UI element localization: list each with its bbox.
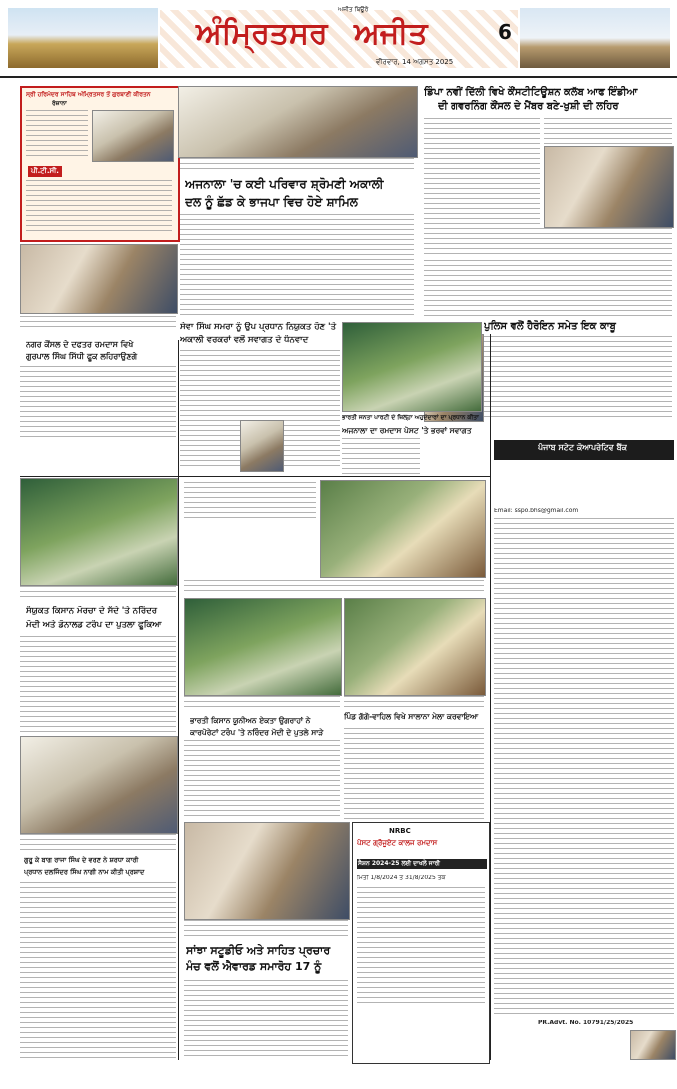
ekta-headline-1: ਭਾਰਤੀ ਕਿਸਾਨ ਯੂਨੀਅਨ ਏਕਤਾ ਉਗਰਾਹਾਂ ਨੇ [190, 716, 311, 725]
guru-photo [20, 736, 178, 834]
guru-caption [20, 834, 176, 850]
dilli-headline-1: ਡਿੰਪਾ ਨਵੀਂ ਦਿੱਲੀ ਵਿਖੇ ਕੌਂਸਟੀਟਿਊਸ਼ਨ ਕਲੱਬ ਆਫ ਇੰਡੀਆ [424, 87, 638, 98]
bhartiya-headline-2: ਅਜਨਾਲਾ ਦਾ ਰਮਦਾਸ ਪੋਸਟ 'ਤੇ ਭਰਵਾਂ ਸਵਾਗਤ [342, 426, 472, 435]
school-ad-sub: ਸੈਸ਼ਨ 2024-25 ਲਈ ਦਾਖਲੇ ਜਾਰੀ [357, 859, 487, 869]
masthead-logo-small: ਅਜੀਤ ਬਿਊਰੋ [338, 6, 369, 13]
temple-caption [20, 316, 176, 330]
masthead-right-photo [520, 8, 670, 68]
school-ad-dates: ਮਿਤੀ 1/8/2024 ਤੋਂ 31/8/2025 ਤੱਕ [357, 875, 446, 881]
punjab-bank-ad [494, 440, 674, 460]
police-body [484, 336, 672, 420]
school-ad-top: NRBC [389, 827, 411, 835]
temple-ad-body [26, 180, 172, 234]
nagar-headline-2: ਗੁਰਪਾਲ ਸਿੰਘ ਸਿੱਧੀ ਫੂਕ ਲਹਿਰਾਉਣਗੇ [26, 352, 138, 361]
bhartiya-headline-1: ਭਾਰਤੀ ਜਨਤਾ ਪਾਰਟੀ ਦੇ ਜ਼ਿਲ੍ਹਾ ਅਹੁਦੇਦਾਰਾਂ ਦਾ ਪ੍ਰਧਾਨ ਕੀਤਾ [342, 414, 479, 421]
nagar-headline-1: ਨਗਰ ਕੌਂਸਲ ਦੇ ਦਫਤਰ ਰਮਦਾਸ ਵਿਖੇ [26, 340, 134, 349]
masthead-logo-b: ਅਜੀਤ [354, 16, 428, 51]
guru-headline-2: ਪ੍ਰਧਾਨ ਦਲਜਿੰਦਰ ਸਿੰਘ ਨਾਗੀ ਨਾਮ ਕੀਤੀ ਪ੍ਰਸ਼ਾਦ [24, 868, 145, 876]
temple-ad-sub: ਰੋਜ਼ਾਨਾ [52, 100, 67, 107]
ekta-caption [184, 696, 340, 710]
temple-ad-photo [92, 110, 174, 162]
temple-ad-badge: ਪੀ.ਟੀ.ਸੀ. [28, 166, 62, 177]
police-headline: ਪੁਲਿਸ ਵਲੋਂ ਹੈਰੋਇਨ ਸਮੇਤ ਇਕ ਕਾਬੂ [484, 321, 616, 332]
dilli-photo-center [178, 86, 418, 158]
punjab-bank-ad-email: Email: sspo.bhs@gmail.com [494, 508, 579, 514]
masthead-logo-a: ਅੰਮ੍ਰਿਤਸਰ [196, 16, 328, 51]
dilli-photo [544, 146, 674, 228]
sevasingh-portrait [240, 420, 284, 472]
row-rule [20, 476, 490, 477]
dilli-body-left [424, 118, 540, 226]
ekta-body [184, 740, 340, 820]
sahit-photo [184, 822, 350, 920]
punjab-bank-ad-title: ਪੰਜਾਬ ਸਟੇਟ ਕੋਆਪਰੇਟਿਵ ਬੈਂਕ [538, 443, 628, 452]
sahit-body [184, 980, 348, 1060]
tree-headline: ਪਿੰਡ ਗੱਗੋ-ਵਾਹਿਲ ਵਿਖੇ ਸਾਲਾਨਾ ਮੇਲਾ ਕਰਵਾਇਆ [344, 712, 479, 721]
event-caption [184, 482, 316, 518]
punjab-bank-ad-notice: PR.Advt. No. 10791/25/2025 [538, 1020, 634, 1026]
sahit-headline-2: ਮੰਚ ਵਲੋਂ ਐਵਾਰਡ ਸਮਾਰੋਹ 17 ਨੂੰ [186, 960, 322, 973]
ajnala-body [180, 214, 414, 318]
page-number: 6 [498, 20, 512, 44]
temple-sikh-photo [20, 244, 178, 314]
ajnala-headline-2: ਦਲ ਨੂੰ ਛੱਡ ਕੇ ਭਾਜਪਾ ਵਿਚ ਹੋਏ ਸ਼ਾਮਿਲ [185, 195, 358, 209]
guru-body [20, 882, 176, 1058]
ajnala-headline-1: ਅਜਨਾਲਾ 'ਚ ਕਈ ਪਰਿਵਾਰ ਸ਼੍ਰੋਮਣੀ ਅਕਾਲੀ [185, 177, 384, 191]
kisan-headline-2: ਮੋਦੀ ਅਤੇ ਡੋਨਾਲਡ ਟਰੰਪ ਦਾ ਪੁਤਲਾ ਫੂਕਿਆ [26, 620, 162, 630]
event-photo [320, 480, 486, 578]
column-rule-2 [490, 334, 491, 1060]
temple-ad-box [20, 86, 180, 242]
guru-headline-1: ਗੁਰੂ ਕੇ ਬਾਗ ਰਾਜਾ ਸਿੰਘ ਦੇ ਵਰਣ ਨੇ ਸ਼ਰਧਾ ਕਾਰੀ [24, 856, 139, 864]
kisan-photo [20, 478, 178, 586]
sahit-caption [184, 920, 348, 938]
tree-caption [344, 696, 484, 710]
masthead-left-photo [8, 8, 158, 68]
dilli-body-2 [424, 228, 672, 258]
sevasingh-headline-2: ਅਕਾਲੀ ਵਰਕਰਾਂ ਵਲੋਂ ਸਵਾਗਤ ਦੇ ਧੰਨਵਾਦ [180, 335, 309, 345]
kisan-headline-1: ਸੰਯੁਕਤ ਕਿਸਾਨ ਮੋਰਚਾ ਦੇ ਸੱਦੇ 'ਤੇ ਨਰਿੰਦਰ [26, 606, 158, 616]
tree-body [344, 728, 484, 820]
kisan-caption [20, 586, 176, 600]
school-ad-title: ਪੋਸਟ ਗ੍ਰੈਜੂਏਟ ਕਾਲਜ ਰਮਦਾਸ [357, 839, 438, 847]
bhartiya-photo [342, 322, 482, 412]
masthead [0, 0, 677, 78]
event-caption-2 [184, 580, 484, 594]
dilli-body-right [544, 118, 672, 144]
tree-photo [344, 598, 486, 696]
school-ad [352, 822, 490, 1064]
punjab-bank-film-icon [630, 1030, 676, 1060]
sevasingh-headline-1: ਸੇਵਾ ਸਿੰਘ ਸਮਰਾ ਨੂੰ ਉਪ ਪ੍ਰਧਾਨ ਨਿਯੁਕਤ ਹੋਣ 'ਤੇ [180, 322, 337, 332]
temple-ad-title: ਸ੍ਰੀ ਹਰਿਮੰਦਰ ਸਾਹਿਬ ਅੰਮ੍ਰਿਤਸਰ ਤੋਂ ਗੁਰਬਾਣੀ ਕੀਰਤਨ [26, 91, 151, 98]
bhartiya-body [342, 438, 420, 478]
dilli-photo-caption [180, 158, 414, 172]
dilli-body-3 [424, 260, 672, 318]
nagar-body [20, 366, 176, 438]
punjab-bank-ad-body [494, 518, 674, 1018]
sahit-headline-1: ਸਾਂਝਾ ਸਟੂਡੀਓ ਅਤੇ ਸਾਹਿਤ ਪ੍ਰਚਾਰ [186, 944, 331, 957]
dilli-headline-2: ਦੀ ਗਵਰਨਿੰਗ ਕੌਂਸਲ ਦੇ ਮੈਂਬਰ ਬਣੇ-ਖੁਸ਼ੀ ਦੀ ਲਹਿਰ [438, 101, 619, 112]
ekta-headline-2: ਕਾਰਪੋਰੇਟਾਂ ਟਰੰਪ 'ਤੇ ਨਰਿੰਦਰ ਮੋਦੀ ਦੇ ਪੁਤਲੇ ਸਾੜੇ [190, 728, 324, 737]
kisan-body [20, 636, 176, 732]
column-rule-1 [178, 340, 179, 1060]
school-ad-body [357, 887, 485, 1007]
masthead-date: ਵੀਰਵਾਰ, 14 ਅਗਸਤ 2025 [376, 58, 454, 66]
ekta-photo [184, 598, 342, 696]
temple-ad-text [26, 110, 88, 160]
